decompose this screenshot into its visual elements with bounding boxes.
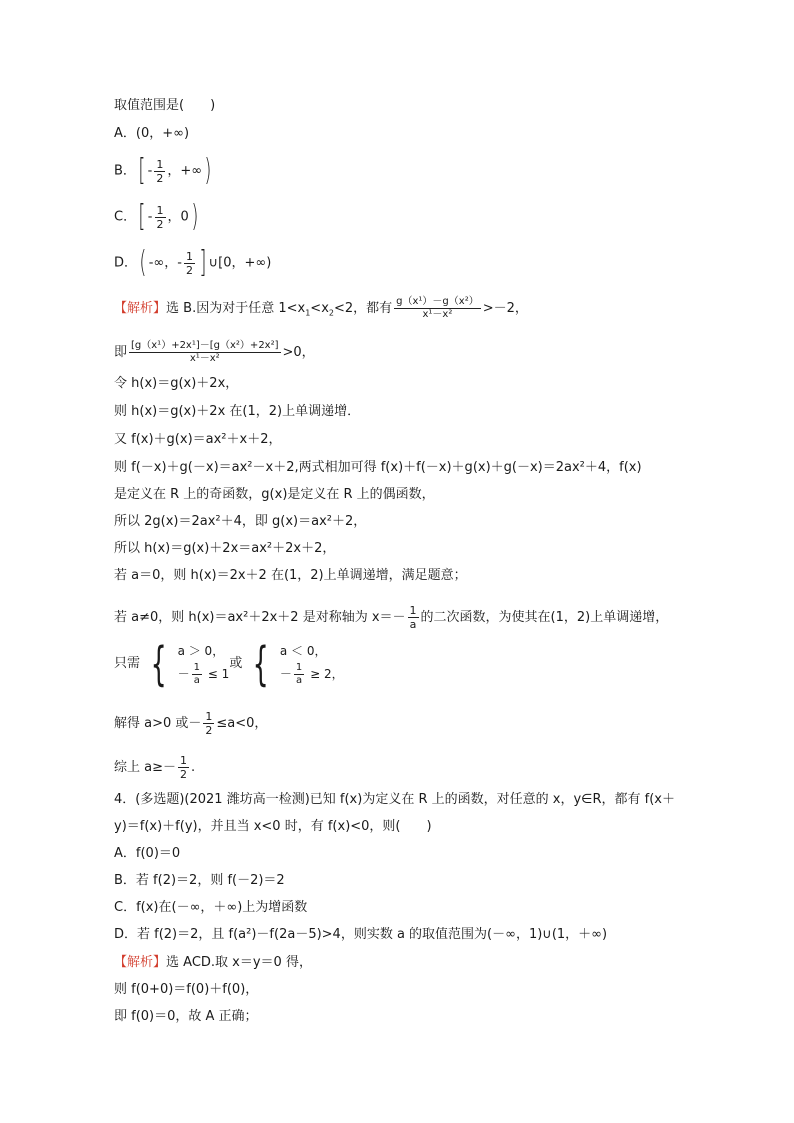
option-label: C． xyxy=(114,209,137,225)
solution-line: 只需 { a ＞ 0， － $\frac{1}{a}$ ≤ 1 或 { a ＜ 0， － $\frac{1}{a}$ ≥ 2， xyxy=(114,636,344,691)
solution-line: 即 f(0)＝0，故 A 正确； xyxy=(114,1009,258,1024)
minus-sign: - xyxy=(147,163,153,179)
inequality-system: { a ＞ 0， － $\frac{1}{a}$ ≤ 1 xyxy=(150,636,230,691)
inequality-system: { a ＜ 0， － $\frac{1}{a}$ ≥ 2， xyxy=(253,636,344,691)
option-label: B． xyxy=(114,163,136,179)
option-label: D． xyxy=(114,255,138,271)
solution-line: 即 $\frac{\text{[g（x¹）+2x¹]－[g（x²）+2x²]}}{\text{x¹－x²}}$ >0， xyxy=(114,340,315,364)
fraction: $\frac{1}{2}$ xyxy=(180,754,187,781)
option-b: B．若 f(2)＝2，则 f(－2)＝2 xyxy=(114,873,285,888)
option-b: B．[ - $\frac{1}{2}$ ，+∞) xyxy=(114,153,212,188)
solution-tag: 【解析】 xyxy=(114,955,167,970)
solution-line: 若 a＝0，则 h(x)＝2x＋2 在(1，2)上单调递增，满足题意； xyxy=(114,568,467,583)
solution-line: 则 f(－x)＋g(－x)＝ax²－x＋2,两式相加可得 f(x)＋f(－x)＋g(x)＋g(－x)＝2ax²＋4，f(x) xyxy=(114,460,642,475)
solution-line: 解得 a>0 或－ $\frac{1}{2}$ ≤a<0， xyxy=(114,710,268,737)
solution-line: 综上 a≥－ $\frac{1}{2}$ . xyxy=(114,754,196,781)
option-d: D．( -∞，- $\frac{1}{2}$ ] ∪[0，+∞) xyxy=(114,245,272,280)
solution-line: 所以 h(x)＝g(x)＋2x＝ax²＋2x＋2， xyxy=(114,541,336,556)
option-d: D．若 f(2)＝2，且 f(a²)－f(2a－5)>4，则实数 a 的取值范围为(－∞，1)∪(1，＋∞) xyxy=(114,927,608,942)
solution-line: 则 h(x)＝g(x)＋2x 在(1，2)上单调递增． xyxy=(114,404,361,419)
fraction: $\frac{1}{a}$ xyxy=(295,662,303,686)
solution-line: 【解析】选 B.因为对于任意 $1<x_1<x_2<2$，都有 $\frac{\text{g（x¹）－g（x²）}}{\text{x¹－x²}}$ >－2， xyxy=(114,296,528,320)
solution-tag: 【解析】 xyxy=(114,301,167,316)
option-c: C．f(x)在(－∞，＋∞)上为增函数 xyxy=(114,900,308,915)
fraction: $\frac{\text{[g（x¹）+2x¹]－[g（x²）+2x²]}}{\text{x¹－x²}}$ xyxy=(131,340,279,364)
fraction: $\frac{1}{2}$ xyxy=(205,710,213,737)
fraction: $\frac{1}{a}$ xyxy=(409,604,417,631)
option-text: ∪[0，+∞) xyxy=(208,255,272,271)
solution-line: 所以 2g(x)＝2ax²＋4，即 g(x)＝ax²＋2， xyxy=(114,514,367,529)
question-stem: 4．(多选题)(2021 潍坊高一检测)已知 f(x)为定义在 R 上的函数，对任意的 x，y∈R，都有 f(x＋ xyxy=(114,792,675,807)
solution-line: 【解析】选 ACD.取 x＝y＝0 得， xyxy=(114,955,312,970)
fraction: $\frac{1}{2}$ xyxy=(156,157,164,185)
solution-line: 又 f(x)＋g(x)＝ax²＋x＋2， xyxy=(114,432,282,447)
fraction: $\frac{1}{a}$ xyxy=(193,662,200,686)
option-text: -∞，- xyxy=(148,255,182,271)
solution-line: 令 h(x)＝g(x)＋2x， xyxy=(114,376,239,391)
question-stem: y)＝f(x)＋f(y)，并且当 x<0 时，有 f(x)<0，则( ) xyxy=(114,819,432,834)
minus-sign: - xyxy=(147,209,153,225)
option-a: A．f(0)＝0 xyxy=(114,846,181,861)
solution-line: 若 a≠0，则 h(x)＝ax²＋2x＋2 是对称轴为 x＝－ $\frac{1}{a}$ 的二次函数，为使其在(1，2)上单调递增， xyxy=(114,604,669,631)
option-a: A．(0，+∞) xyxy=(114,126,190,141)
option-text: ，+∞ xyxy=(167,163,203,179)
fraction: $\frac{1}{2}$ xyxy=(156,203,164,231)
question-stem: 取值范围是( ) xyxy=(114,98,216,113)
solution-line: 则 f(0+0)＝f(0)＋f(0)， xyxy=(114,982,259,997)
fraction: $\frac{1}{2}$ xyxy=(185,249,193,277)
solution-line: 是定义在 R 上的奇函数，g(x)是定义在 R 上的偶函数， xyxy=(114,487,435,502)
fraction: $\frac{\text{g（x¹）－g（x²）}}{\text{x¹－x²}}$ xyxy=(396,296,479,320)
option-c: C．[ - $\frac{1}{2}$ ，0) xyxy=(114,199,199,234)
option-text: ，0 xyxy=(167,209,189,225)
